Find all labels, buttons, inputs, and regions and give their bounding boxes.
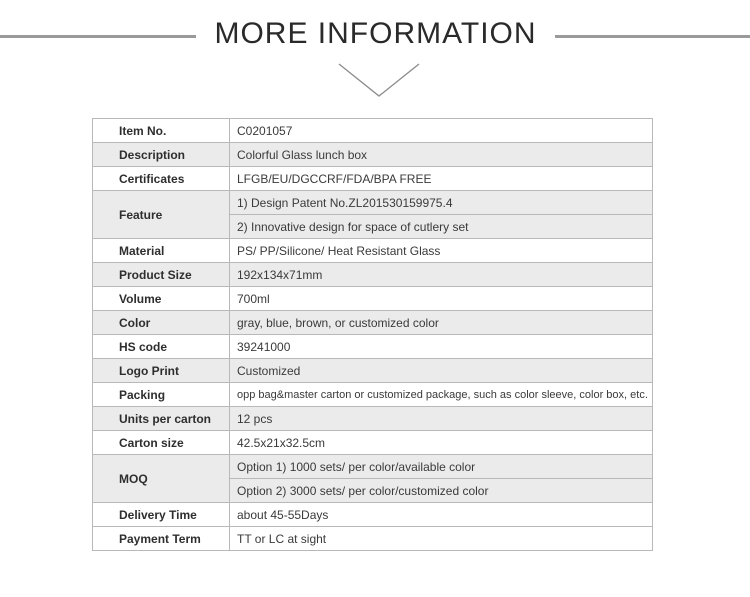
table-row <box>93 383 653 407</box>
table-row <box>93 263 653 287</box>
row-label: Color <box>93 311 230 335</box>
row-label: Item No. <box>93 119 230 143</box>
header-rule-left <box>0 35 196 38</box>
row-label: Packing <box>93 383 230 407</box>
row-value: 2) Innovative design for space of cutlery set <box>230 215 653 239</box>
row-value: Colorful Glass lunch box <box>230 143 653 167</box>
row-label: Payment Term <box>93 527 230 551</box>
row-value: Customized <box>230 359 653 383</box>
row-value: opp bag&master carton or customized package, such as color sleeve, color box, etc. <box>230 383 653 407</box>
row-value: gray, blue, brown, or customized color <box>230 311 653 335</box>
row-label: Feature <box>93 191 230 239</box>
row-value: 1) Design Patent No.ZL201530159975.4 <box>230 191 653 215</box>
chevron-down-icon <box>338 62 420 98</box>
row-label: Carton size <box>93 431 230 455</box>
row-value: PS/ PP/Silicone/ Heat Resistant Glass <box>230 239 653 263</box>
row-value: LFGB/EU/DGCCRF/FDA/BPA FREE <box>230 167 653 191</box>
table-row <box>93 167 653 191</box>
row-value: 192x134x71mm <box>230 263 653 287</box>
section-header <box>0 14 750 54</box>
table-row <box>93 191 653 215</box>
row-value: 42.5x21x32.5cm <box>230 431 653 455</box>
table-row <box>93 527 653 551</box>
row-label: Units per carton <box>93 407 230 431</box>
row-value: Option 1) 1000 sets/ per color/available color <box>230 455 653 479</box>
row-value: 12 pcs <box>230 407 653 431</box>
table-row <box>93 239 653 263</box>
table-row <box>93 143 653 167</box>
row-label: HS code <box>93 335 230 359</box>
row-label: Delivery Time <box>93 503 230 527</box>
table-row <box>93 455 653 479</box>
table-row <box>93 503 653 527</box>
table-row <box>93 431 653 455</box>
table-row <box>93 335 653 359</box>
row-label: Description <box>93 143 230 167</box>
row-label: Certificates <box>93 167 230 191</box>
table-row <box>93 287 653 311</box>
section-title: MORE INFORMATION <box>214 17 537 50</box>
row-label: Volume <box>93 287 230 311</box>
table-row <box>93 359 653 383</box>
row-value: 700ml <box>230 287 653 311</box>
row-value: 39241000 <box>230 335 653 359</box>
table-row <box>93 119 653 143</box>
row-value: Option 2) 3000 sets/ per color/customized color <box>230 479 653 503</box>
row-label: Logo Print <box>93 359 230 383</box>
row-label: MOQ <box>93 455 230 503</box>
product-info-table <box>92 118 653 551</box>
row-value: C0201057 <box>230 119 653 143</box>
table-row <box>93 407 653 431</box>
row-value: about 45-55Days <box>230 503 653 527</box>
row-label: Product Size <box>93 263 230 287</box>
row-label: Material <box>93 239 230 263</box>
row-value: TT or LC at sight <box>230 527 653 551</box>
table-row <box>93 311 653 335</box>
header-rule-right <box>555 35 750 38</box>
